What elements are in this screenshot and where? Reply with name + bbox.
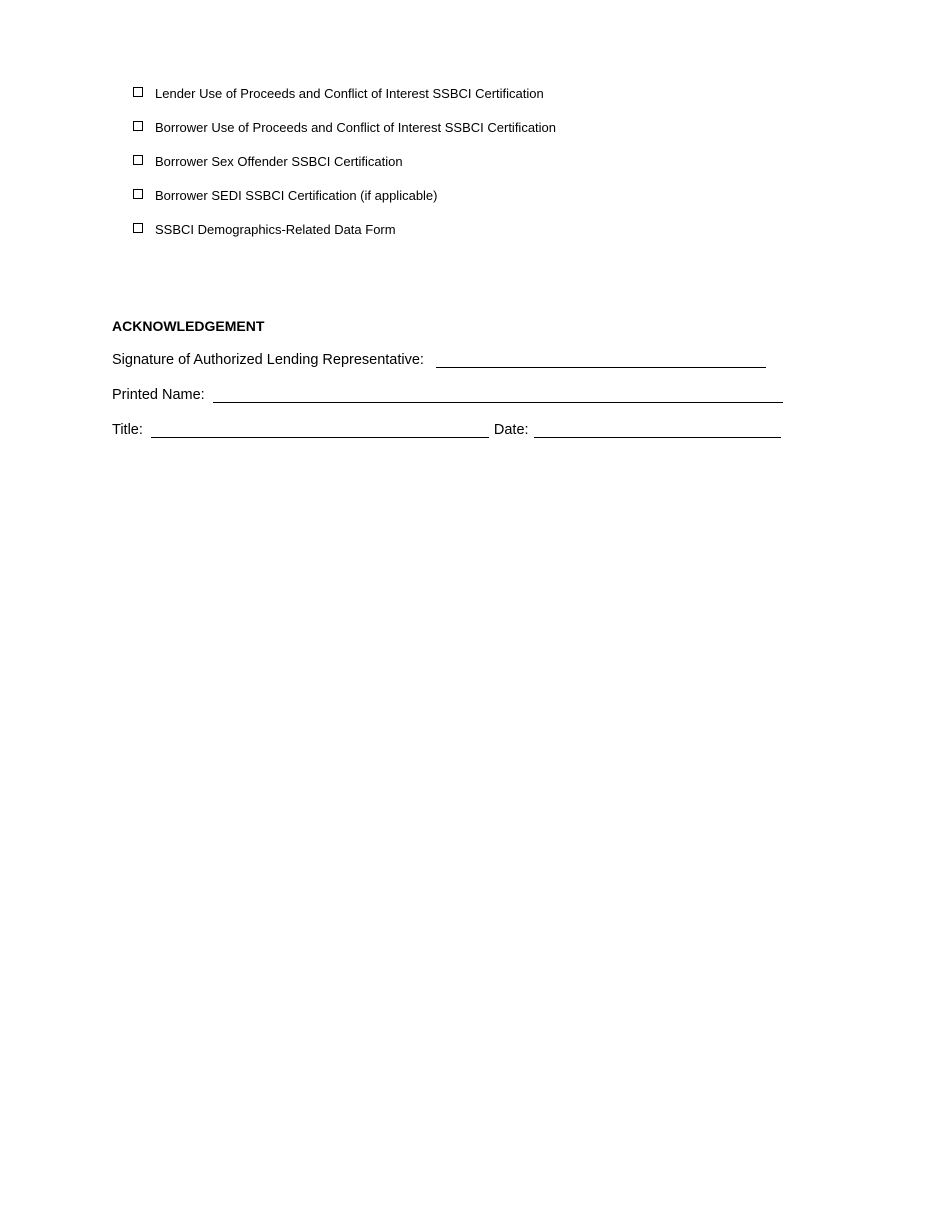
signature-label: Signature of Authorized Lending Representative: bbox=[112, 352, 424, 368]
date-field[interactable] bbox=[534, 423, 781, 438]
checkbox-demographics-form[interactable] bbox=[133, 223, 143, 233]
signature-row bbox=[112, 352, 766, 368]
title-label: Title: bbox=[112, 422, 143, 438]
acknowledgement-heading: ACKNOWLEDGEMENT bbox=[112, 318, 265, 334]
checklist bbox=[133, 76, 833, 246]
title-date-row bbox=[112, 422, 781, 438]
checklist-item-label: Borrower Sex Offender SSBCI Certification bbox=[155, 153, 403, 169]
checklist-item-label: Lender Use of Proceeds and Conflict of Interest SSBCI Certification bbox=[155, 85, 544, 101]
printed-name-label: Printed Name: bbox=[112, 387, 205, 403]
checkbox-borrower-sedi[interactable] bbox=[133, 189, 143, 199]
checkbox-borrower-sex-offender[interactable] bbox=[133, 155, 143, 165]
checklist-item bbox=[133, 144, 833, 178]
checkbox-lender-use-of-proceeds[interactable] bbox=[133, 87, 143, 97]
date-label: Date: bbox=[493, 422, 529, 438]
checklist-item bbox=[133, 178, 833, 212]
title-field[interactable] bbox=[151, 423, 489, 438]
checklist-item-label: Borrower Use of Proceeds and Conflict of Interest SSBCI Certification bbox=[155, 119, 557, 135]
signature-field[interactable] bbox=[436, 353, 766, 368]
printed-name-field[interactable] bbox=[213, 388, 783, 403]
printed-name-row bbox=[112, 387, 783, 403]
checklist-item bbox=[133, 76, 833, 110]
checklist-item-label: SSBCI Demographics-Related Data Form bbox=[155, 221, 396, 237]
checklist-item bbox=[133, 212, 833, 246]
checkbox-borrower-use-of-proceeds[interactable] bbox=[133, 121, 143, 131]
checklist-item bbox=[133, 110, 833, 144]
checklist-item-label: Borrower SEDI SSBCI Certification (if applicable) bbox=[155, 187, 438, 203]
